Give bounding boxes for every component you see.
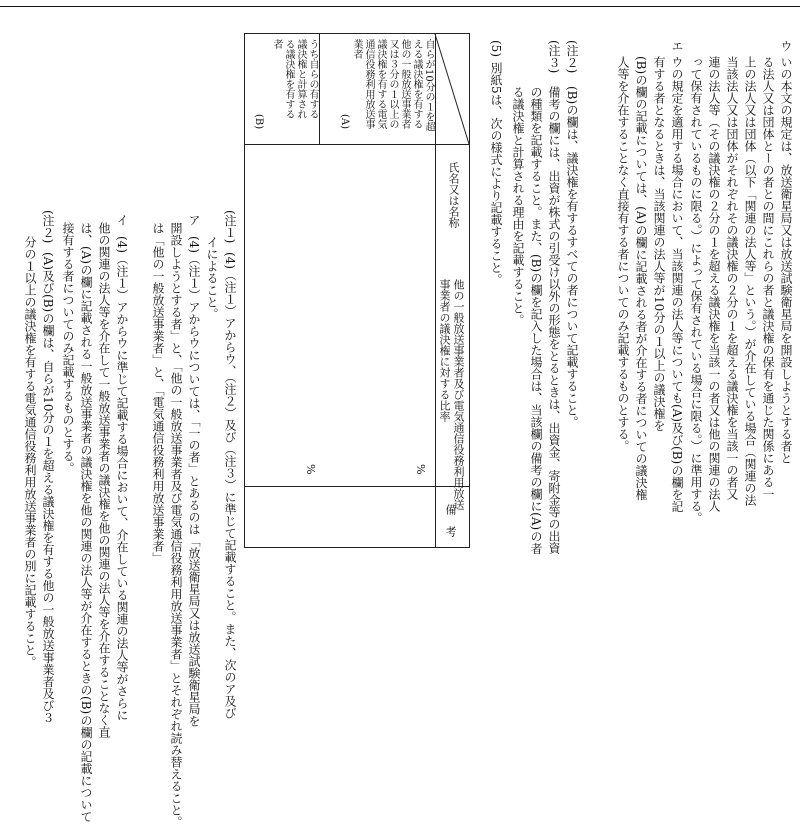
row-b-text: うち自らの有する <box>307 39 318 119</box>
row-b-text: る議決権を有する <box>283 39 294 119</box>
section5-text: 別紙5は、次の様式により記載すること。 <box>489 62 503 286</box>
label-ku: ウ <box>779 40 793 52</box>
a-line: 開設しようとする者」と、「他の一般放送事業者及び電気通信役務利用放送事業者」とそれぞれ読み替えること。 <box>169 222 183 828</box>
label-a: ア <box>187 214 201 226</box>
note1-line: イによること。 <box>205 236 219 320</box>
e-line: (B)の欄の記載については、(A)の欄に記載される者が介在する者についての議決権 <box>634 56 648 501</box>
row-a-text: 他の一般放送事業者 <box>399 39 410 129</box>
note3-line: 備考の欄には、出資が株式の引受け以外の形態をとるときは、出資金、寄附金等の出資 <box>547 86 561 554</box>
percent-b: % <box>304 464 317 475</box>
note3-label: (注３) <box>547 40 561 74</box>
ku-line: 連の法人等（その議決権の２分の１を超える議決権を当該一の者又は他の関連の法人 <box>707 56 721 512</box>
row-a-text: 自らが10分の１を超 <box>423 39 434 132</box>
a-line: (4)（注１）アからウについては、「一の者」とあるのは「放送衛星局又は放送試験衛星局を <box>187 236 201 727</box>
i-line: は、(A)の欄に記載される一般放送事業者の議決権を他の関連の法人等が介在するときの(B)の欄の記載について <box>79 222 93 823</box>
table-diagonal <box>245 34 469 547</box>
ku-line: 当該法人又は団体がそれぞれその議決権の２分の１を超える議決権を当該一の者又 <box>725 56 739 500</box>
i-line: 接有する者についてのみ記載するものとする。 <box>61 222 75 474</box>
note3-line: る議決権と計算される理由を記載すること。 <box>511 86 525 326</box>
ku-line: いの本文の規定は、放送衛星局又は放送試験衛星局を開設しようとする者と <box>779 56 793 464</box>
e-line: ウの規定を適用する場合において、当該関連の法人等についても(A)及び(B)の欄を記 <box>670 56 684 513</box>
note2-text: (B)の欄は、議決権を有するすべての者について記載すること。 <box>565 86 579 429</box>
label-i: イ <box>115 214 129 226</box>
header-ratio: 事業者の議決権に対する比率 <box>438 279 451 422</box>
note1-label: (注１) <box>223 210 237 244</box>
note2b-line: 分の１以上の議決権を有する電気通信役務利用放送事業者の別に記載すること。 <box>23 236 37 668</box>
header-remarks: 備 考 <box>444 504 457 537</box>
ku-line: 上の法人又は団体（以下「関連の法人等」という。）が介在している場合（関連の法 <box>743 56 757 506</box>
i-line: 他の関連の法人等を介在して一般放送事業者の議決権を他の関連の法人等を介在することなく直 <box>97 222 111 738</box>
top-rule <box>0 6 800 7</box>
a-line: は「他の一般放送事業者」と、「電気通信役務利用放送事業者」 <box>151 222 165 564</box>
note3-line: の種類を記載すること。また、(B)の欄を記入した場合は、当該欄の備考の欄に(A)の者 <box>529 86 543 555</box>
label-e: エ <box>670 40 684 52</box>
ku-line: る法人又は団体とーの者との間にこれらの者と議決権の保有を通じた関係にある一 <box>761 56 775 500</box>
row-a-text: 業者 <box>351 39 362 59</box>
percent-a: % <box>414 464 427 475</box>
row-a-text: 又は３分の１以上の <box>387 39 398 129</box>
row-a-text: 議決権を有する電気 <box>375 39 386 129</box>
row-b-label: (B) <box>253 114 264 130</box>
i-line: (4)（注１）アからウに準じて記載する場合において、介在している関連の法人等がさらに <box>115 236 129 721</box>
note2b-line: (A)及び(B)の欄は、自らが10分の１を超える議決権を有する他の一般放送事業者及び３ <box>41 252 55 724</box>
note2-label: (注２) <box>565 40 579 74</box>
e-line: 有する者となるときは、当該関連の法人等が10分の１以上の議決権を <box>652 56 666 432</box>
header-ratio: 他の一般放送事業者及び電気通信役務利用放送 <box>452 279 465 510</box>
row-a-text: える議決権を有する <box>411 39 422 129</box>
section5-label: (5) <box>489 40 503 57</box>
form-table <box>244 33 470 548</box>
ku-line: って保有されているものに限る。）によって保有されている場合に限る。）に準用する。 <box>689 56 703 524</box>
row-b-text: 議決権と計算され <box>295 39 306 119</box>
row-b-text: 者 <box>271 39 282 49</box>
note2b-label: (注２) <box>41 210 55 244</box>
e-line: 人等を介在することなく直接有する者についてのみ記載するものとする。 <box>616 56 630 452</box>
note1-line: (4)（注１）アからウ、（注２）及び（注３）に準じて記載すること。また、次のア及び <box>223 252 237 719</box>
row-a-text: 通信役務利用放送事 <box>363 39 374 129</box>
row-a-label: (A) <box>339 114 350 130</box>
header-name: 氏名又は名称 <box>447 162 460 228</box>
